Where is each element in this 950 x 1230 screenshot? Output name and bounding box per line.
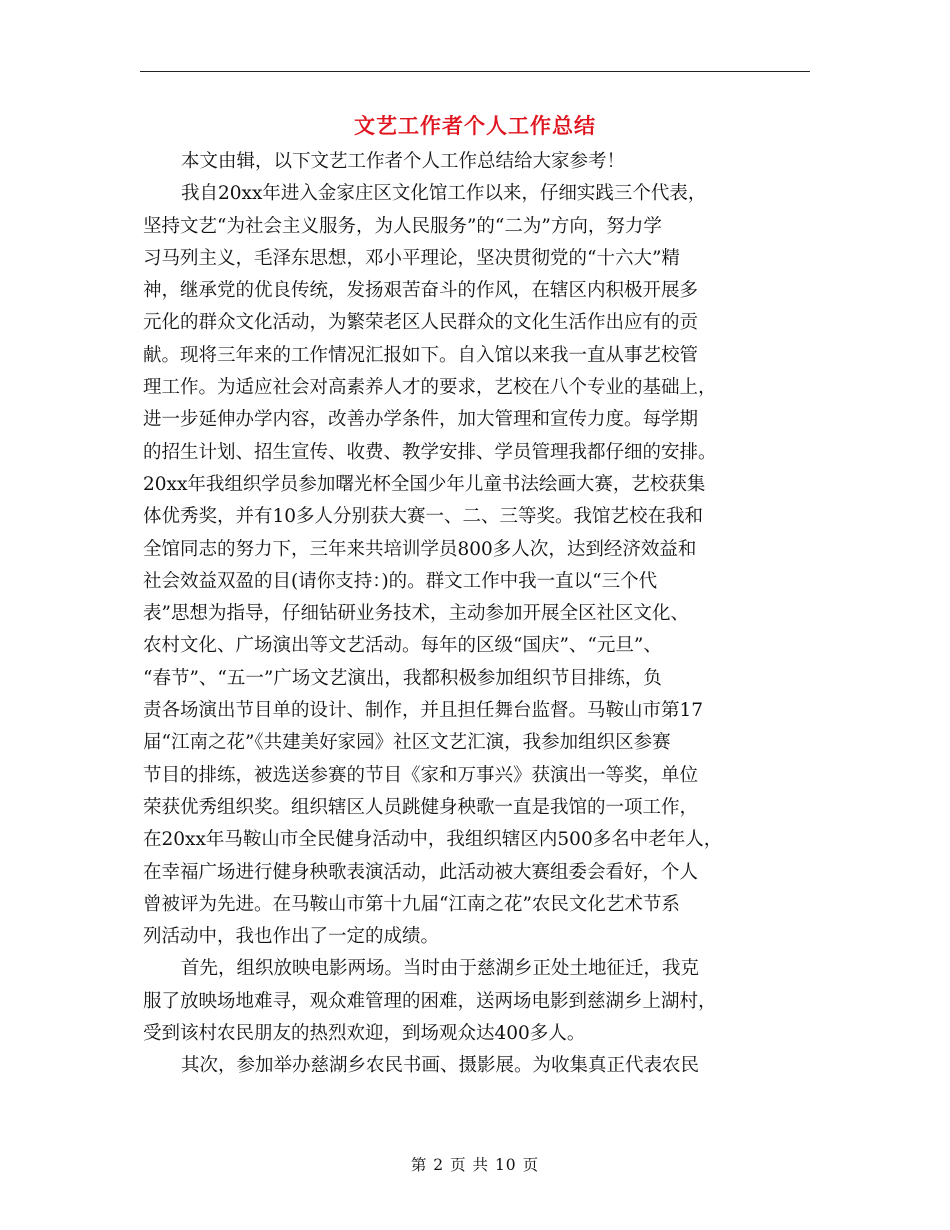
page-number: 第 2 页 共 10 页: [410, 1156, 540, 1174]
body-line: 体优秀奖，并有10多人分别获大赛一、二、三等奖。我馆艺校在我和: [143, 506, 704, 528]
body-line: 节目的排练，被选送参赛的节目《家和万事兴》获演出一等奖，单位: [143, 764, 699, 786]
header-rule: [140, 71, 810, 72]
body-line: 献。现将三年来的工作情况汇报如下。自入馆以来我一直从事艺校管: [143, 344, 699, 366]
body-line: 神，继承党的优良传统，发扬艰苦奋斗的作风，在辖区内积极开展多: [143, 280, 699, 302]
body-line: 元化的群众文化活动，为繁荣老区人民群众的文化生活作出应有的贡: [143, 312, 699, 334]
body-line: 其次，参加举办慈湖乡农民书画、摄影展。为收集真正代表农民: [181, 1055, 700, 1077]
body-line: “春节”、“五一”广场文艺演出，我都积极参加组织节目排练，负: [143, 667, 662, 689]
body-line: 受到该村农民朋友的热烈欢迎，到场观众达400多人。: [143, 1023, 586, 1045]
body-line: 理工作。为适应社会对高素养人才的要求，艺校在八个专业的基础上，: [143, 377, 717, 399]
body-line: 届“江南之花”《共建美好家园》社区文艺汇演，我参加组织区参赛: [143, 732, 671, 754]
body-line: 在幸福广场进行健身秧歌表演活动，此活动被大赛组委会看好，个人: [143, 861, 699, 883]
body-line: 表”思想为指导，仔细钻研业务技术，主动参加开展全区社区文化、: [143, 603, 689, 625]
body-line: 列活动中，我也作出了一定的成绩。: [143, 926, 440, 948]
body-line: 荣获优秀组织奖。组织辖区人员跳健身秧歌一直是我馆的一项工作，: [143, 796, 699, 818]
body-line: 我自20xx年进入金家庄区文化馆工作以来，仔细实践三个代表，: [181, 183, 707, 205]
body-line: 在20xx年马鞍山市全民健身活动中，我组织辖区内500多名中老年人，: [143, 829, 723, 851]
body-line: 农村文化、广场演出等文艺活动。每年的区级“国庆”、“元旦”、: [143, 635, 662, 657]
body-line: 坚持文艺“为社会主义服务，为人民服务”的“二为”方向，努力学: [143, 215, 662, 237]
body-line: 的招生计划、招生宣传、收费、教学安排、学员管理我都仔细的安排。: [143, 441, 717, 463]
document-body: [143, 146, 808, 1083]
body-line: 本文由辑，以下文艺工作者个人工作总结给大家参考！: [181, 151, 626, 172]
document-title: 文艺工作者个人工作总结: [354, 113, 596, 138]
body-line: 全馆同志的努力下，三年来共培训学员800多人次，达到经济效益和: [143, 538, 697, 560]
body-line: 首先，组织放映电影两场。当时由于慈湖乡正处土地征迁，我克: [181, 958, 700, 980]
body-line: 进一步延伸办学内容，改善办学条件，加大管理和宣传力度。每学期: [143, 409, 699, 431]
body-line: 责各场演出节目单的设计、制作，并且担任舞台监督。马鞍山市第17: [143, 700, 704, 722]
body-line: 20xx年我组织学员参加曙光杯全国少年儿童书法绘画大赛，艺校获集: [143, 473, 706, 495]
body-line: 服了放映场地难寻，观众难管理的困难，送两场电影到慈湖乡上湖村，: [143, 990, 717, 1012]
body-line: 习马列主义，毛泽东思想，邓小平理论，坚决贯彻党的“十六大”精: [143, 247, 680, 269]
body-line: 曾被评为先进。在马鞍山市第十九届“江南之花”农民文化艺术节系: [143, 893, 680, 915]
body-line: 社会效益双盈的目(请你支持：)的。群文工作中我一直以“三个代: [143, 570, 658, 592]
